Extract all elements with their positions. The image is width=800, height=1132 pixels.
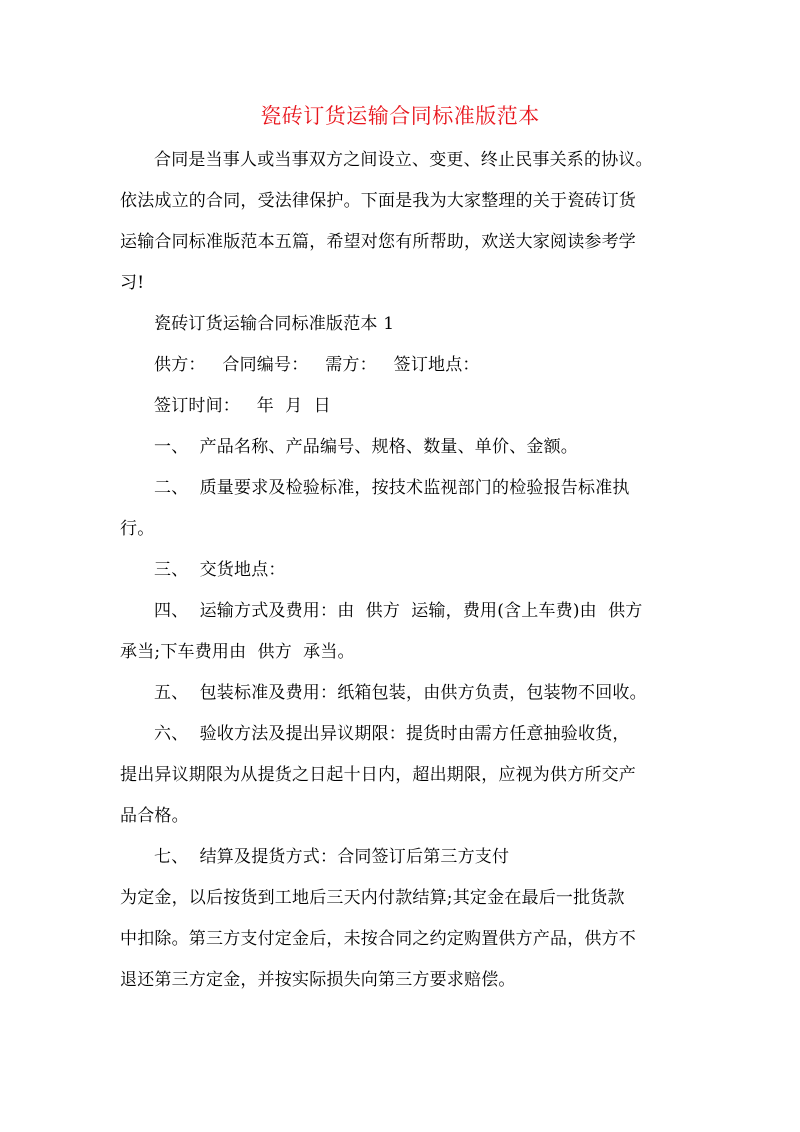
section-title-text: 瓷砖订货运输合同标准版范本 1 [154,314,395,334]
clause-4 [120,591,682,673]
parties-text: 供方： 合同编号： 需方： 签订地点： [154,355,480,375]
sign-time-text: 签订时间： 年 月 日 [154,396,331,416]
clause-6 [120,714,682,837]
intro-line: 合同是当事人或当事双方之间设立、变更、终止民事关系的协议。 [154,150,653,170]
sign-time-line [120,386,682,427]
section-title [120,304,682,345]
clause-line: 承当;下车费用由 供方 承当。 [120,642,355,662]
intro-paragraph [120,140,682,304]
clause-5 [120,673,682,714]
clause-3 [120,550,682,591]
document-title: 瓷砖订货运输合同标准版范本 [260,104,540,128]
clause-line: 三、 交货地点： [154,560,286,580]
parties-line [120,345,682,386]
clause-line: 七、 结算及提货方式：合同签订后第三方支付 [154,847,510,867]
clause-line: 六、 验收方法及提出异议期限：提货时由需方任意抽验收货， [154,724,630,744]
clause-line: 品合格。 [120,806,189,826]
document-body [120,140,682,1001]
clause-line: 提出异议期限为从提货之日起十日内，超出期限，应视为供方所交产 [120,765,636,785]
clause-line: 行。 [120,519,155,539]
intro-line: 运输合同标准版范本五篇，希望对您有所帮助，欢送大家阅读参考学 [120,232,636,252]
clause-line: 四、 运输方式及费用：由 供方 运输，费用(含上车费)由 供方 [154,601,643,621]
tail-paragraph [120,878,682,1001]
clause-line: 一、 产品名称、产品编号、规格、数量、单价、金额。 [154,437,579,457]
clause-line: 二、 质量要求及检验标准，按技术监视部门的检验报告标准执 [154,478,630,498]
clause-line: 五、 包装标准及费用：纸箱包装，由供方负责，包装物不回收。 [154,683,647,703]
tail-line: 退还第三方定金，并按实际损失向第三方要求赔偿。 [120,970,516,990]
tail-line: 为定金，以后按货到工地后三天内付款结算;其定金在最后一批货款 [120,888,625,908]
clause-1 [120,427,682,468]
intro-line: 依法成立的合同，受法律保护。下面是我为大家整理的关于瓷砖订货 [120,191,636,211]
intro-line: 习! [120,273,145,293]
tail-line: 中扣除。第三方支付定金后，未按合同之约定购置供方产品，供方不 [120,929,636,949]
clause-2 [120,468,682,550]
clause-7 [120,837,682,878]
